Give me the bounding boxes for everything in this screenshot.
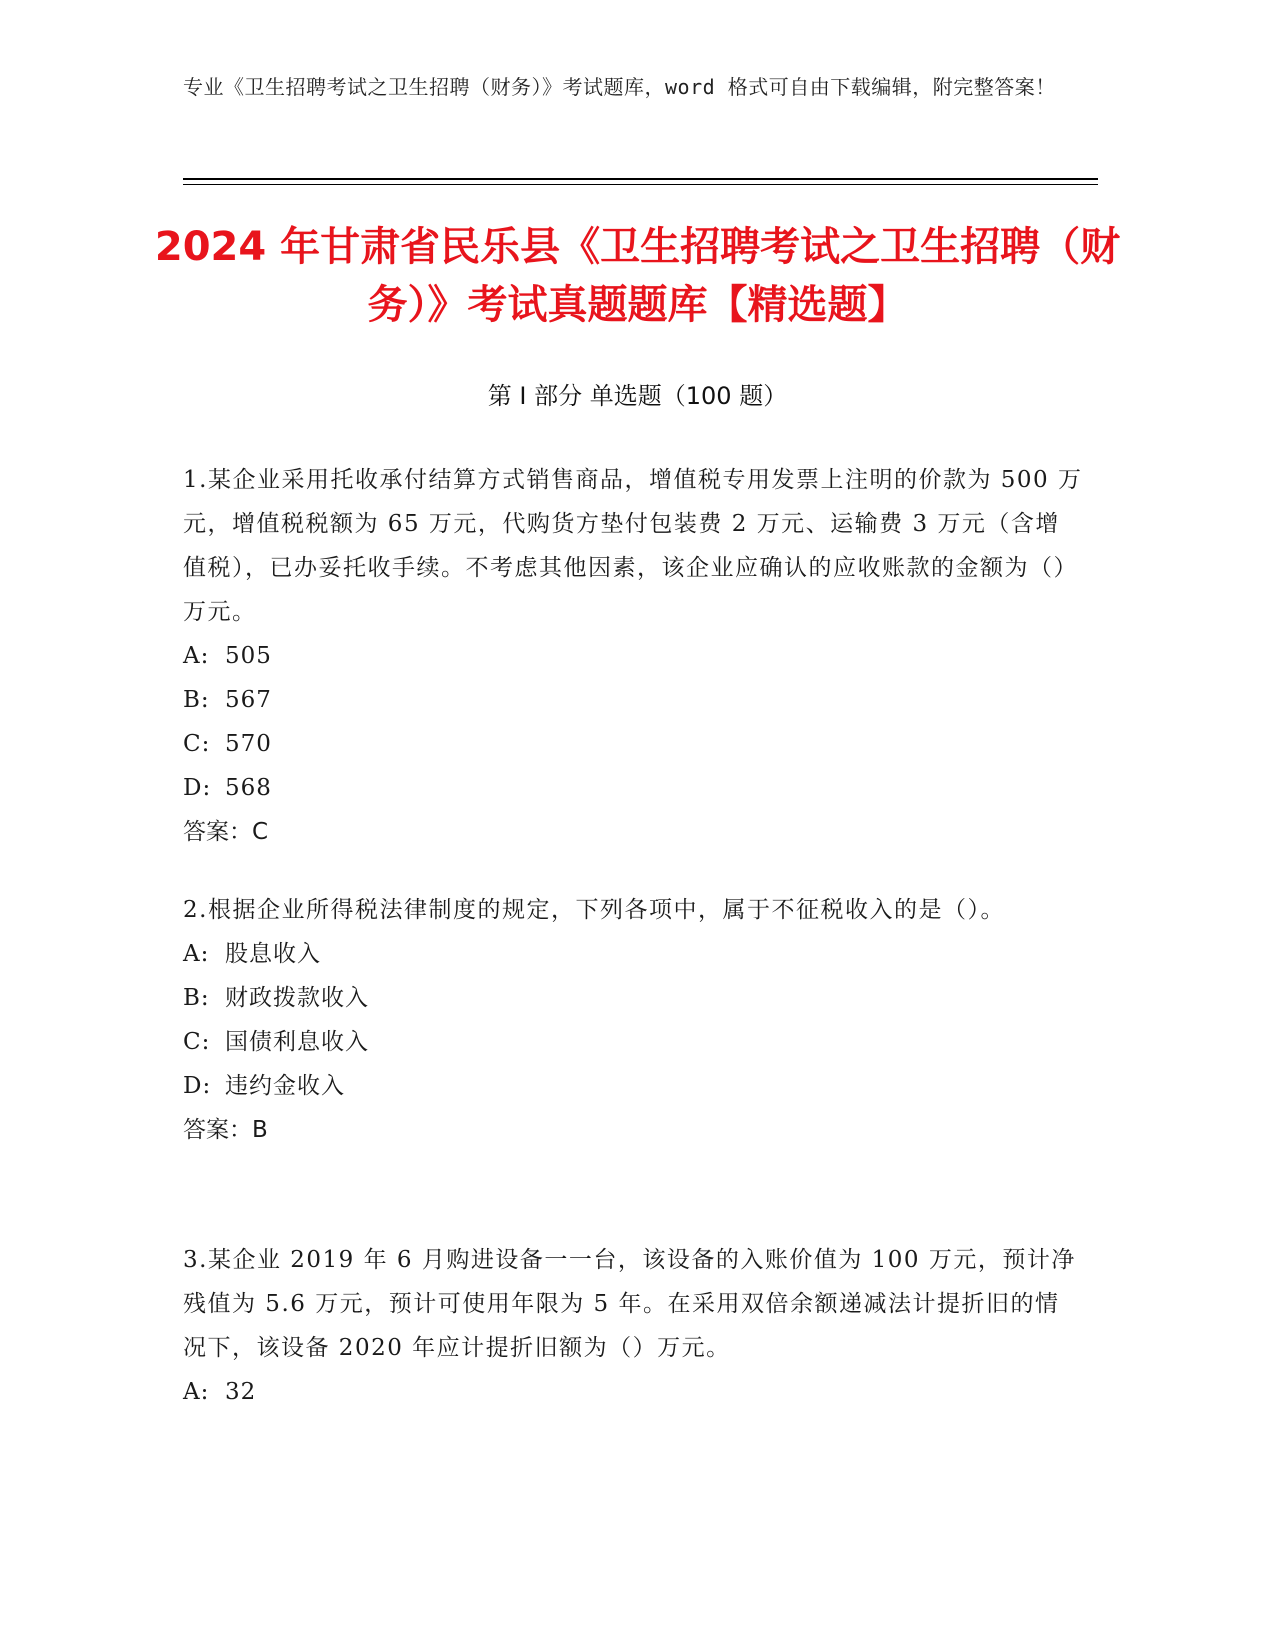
option-a	[183, 634, 1083, 678]
question-stem: 3.某企业 2019 年 6 月购进设备一一台，该设备的入账价值为 100 万元，预计净残值为 5.6 万元，预计可使用年限为 5 年。在采用双倍余额递减法计提折旧的情况下，该设备 2020 年应计提折旧额为（）万元。	[183, 1247, 1076, 1361]
option-letter: B:	[183, 985, 210, 1011]
header-note: 专业《卫生招聘考试之卫生招聘（财务）》考试题库，word 格式可自由下载编辑，附完整答案！	[183, 75, 1056, 99]
answer-line: 答案：B	[183, 1117, 268, 1143]
option-d	[183, 1064, 1083, 1108]
header-divider-thin	[183, 184, 1098, 185]
option-letter: A:	[183, 1379, 210, 1405]
option-letter: A:	[183, 941, 210, 967]
option-text: 国债利息收入	[225, 1029, 369, 1055]
question-1	[183, 458, 1083, 854]
option-letter: C:	[183, 731, 211, 757]
option-d	[183, 766, 1083, 810]
question-3	[183, 1238, 1083, 1414]
option-letter: A:	[183, 643, 210, 669]
option-text: 505	[225, 643, 272, 669]
option-text: 568	[225, 775, 272, 801]
option-letter: B:	[183, 687, 210, 713]
option-text: 32	[225, 1379, 257, 1405]
section-heading: 第 I 部分 单选题（100 题）	[487, 382, 788, 410]
question-2	[183, 888, 1083, 1152]
document-title: 2024 年甘肃省民乐县《卫生招聘考试之卫生招聘（财务）》考试真题题库【精选题】	[154, 224, 1121, 328]
option-text: 570	[225, 731, 272, 757]
option-a	[183, 932, 1083, 976]
answer-line: 答案：C	[183, 819, 269, 845]
option-text: 违约金收入	[225, 1073, 345, 1099]
header-divider-thick	[183, 178, 1098, 180]
option-b	[183, 678, 1083, 722]
option-letter: C:	[183, 1029, 211, 1055]
option-letter: D:	[183, 1073, 212, 1099]
option-text: 财政拨款收入	[225, 985, 369, 1011]
option-letter: D:	[183, 775, 212, 801]
option-b	[183, 976, 1083, 1020]
option-c	[183, 1020, 1083, 1064]
option-text: 股息收入	[225, 941, 321, 967]
option-a	[183, 1370, 1083, 1414]
option-text: 567	[225, 687, 272, 713]
option-c	[183, 722, 1083, 766]
question-stem: 2.根据企业所得税法律制度的规定，下列各项中，属于不征税收入的是（）。	[183, 897, 1005, 923]
question-stem: 1.某企业采用托收承付结算方式销售商品，增值税专用发票上注明的价款为 500 万元，增值税税额为 65 万元，代购货方垫付包装费 2 万元、运输费 3 万元（含增值税），已办妥托收手续。不考虑其他因素，该企业应确认的应收账款的金额为（）万元。	[183, 467, 1083, 625]
